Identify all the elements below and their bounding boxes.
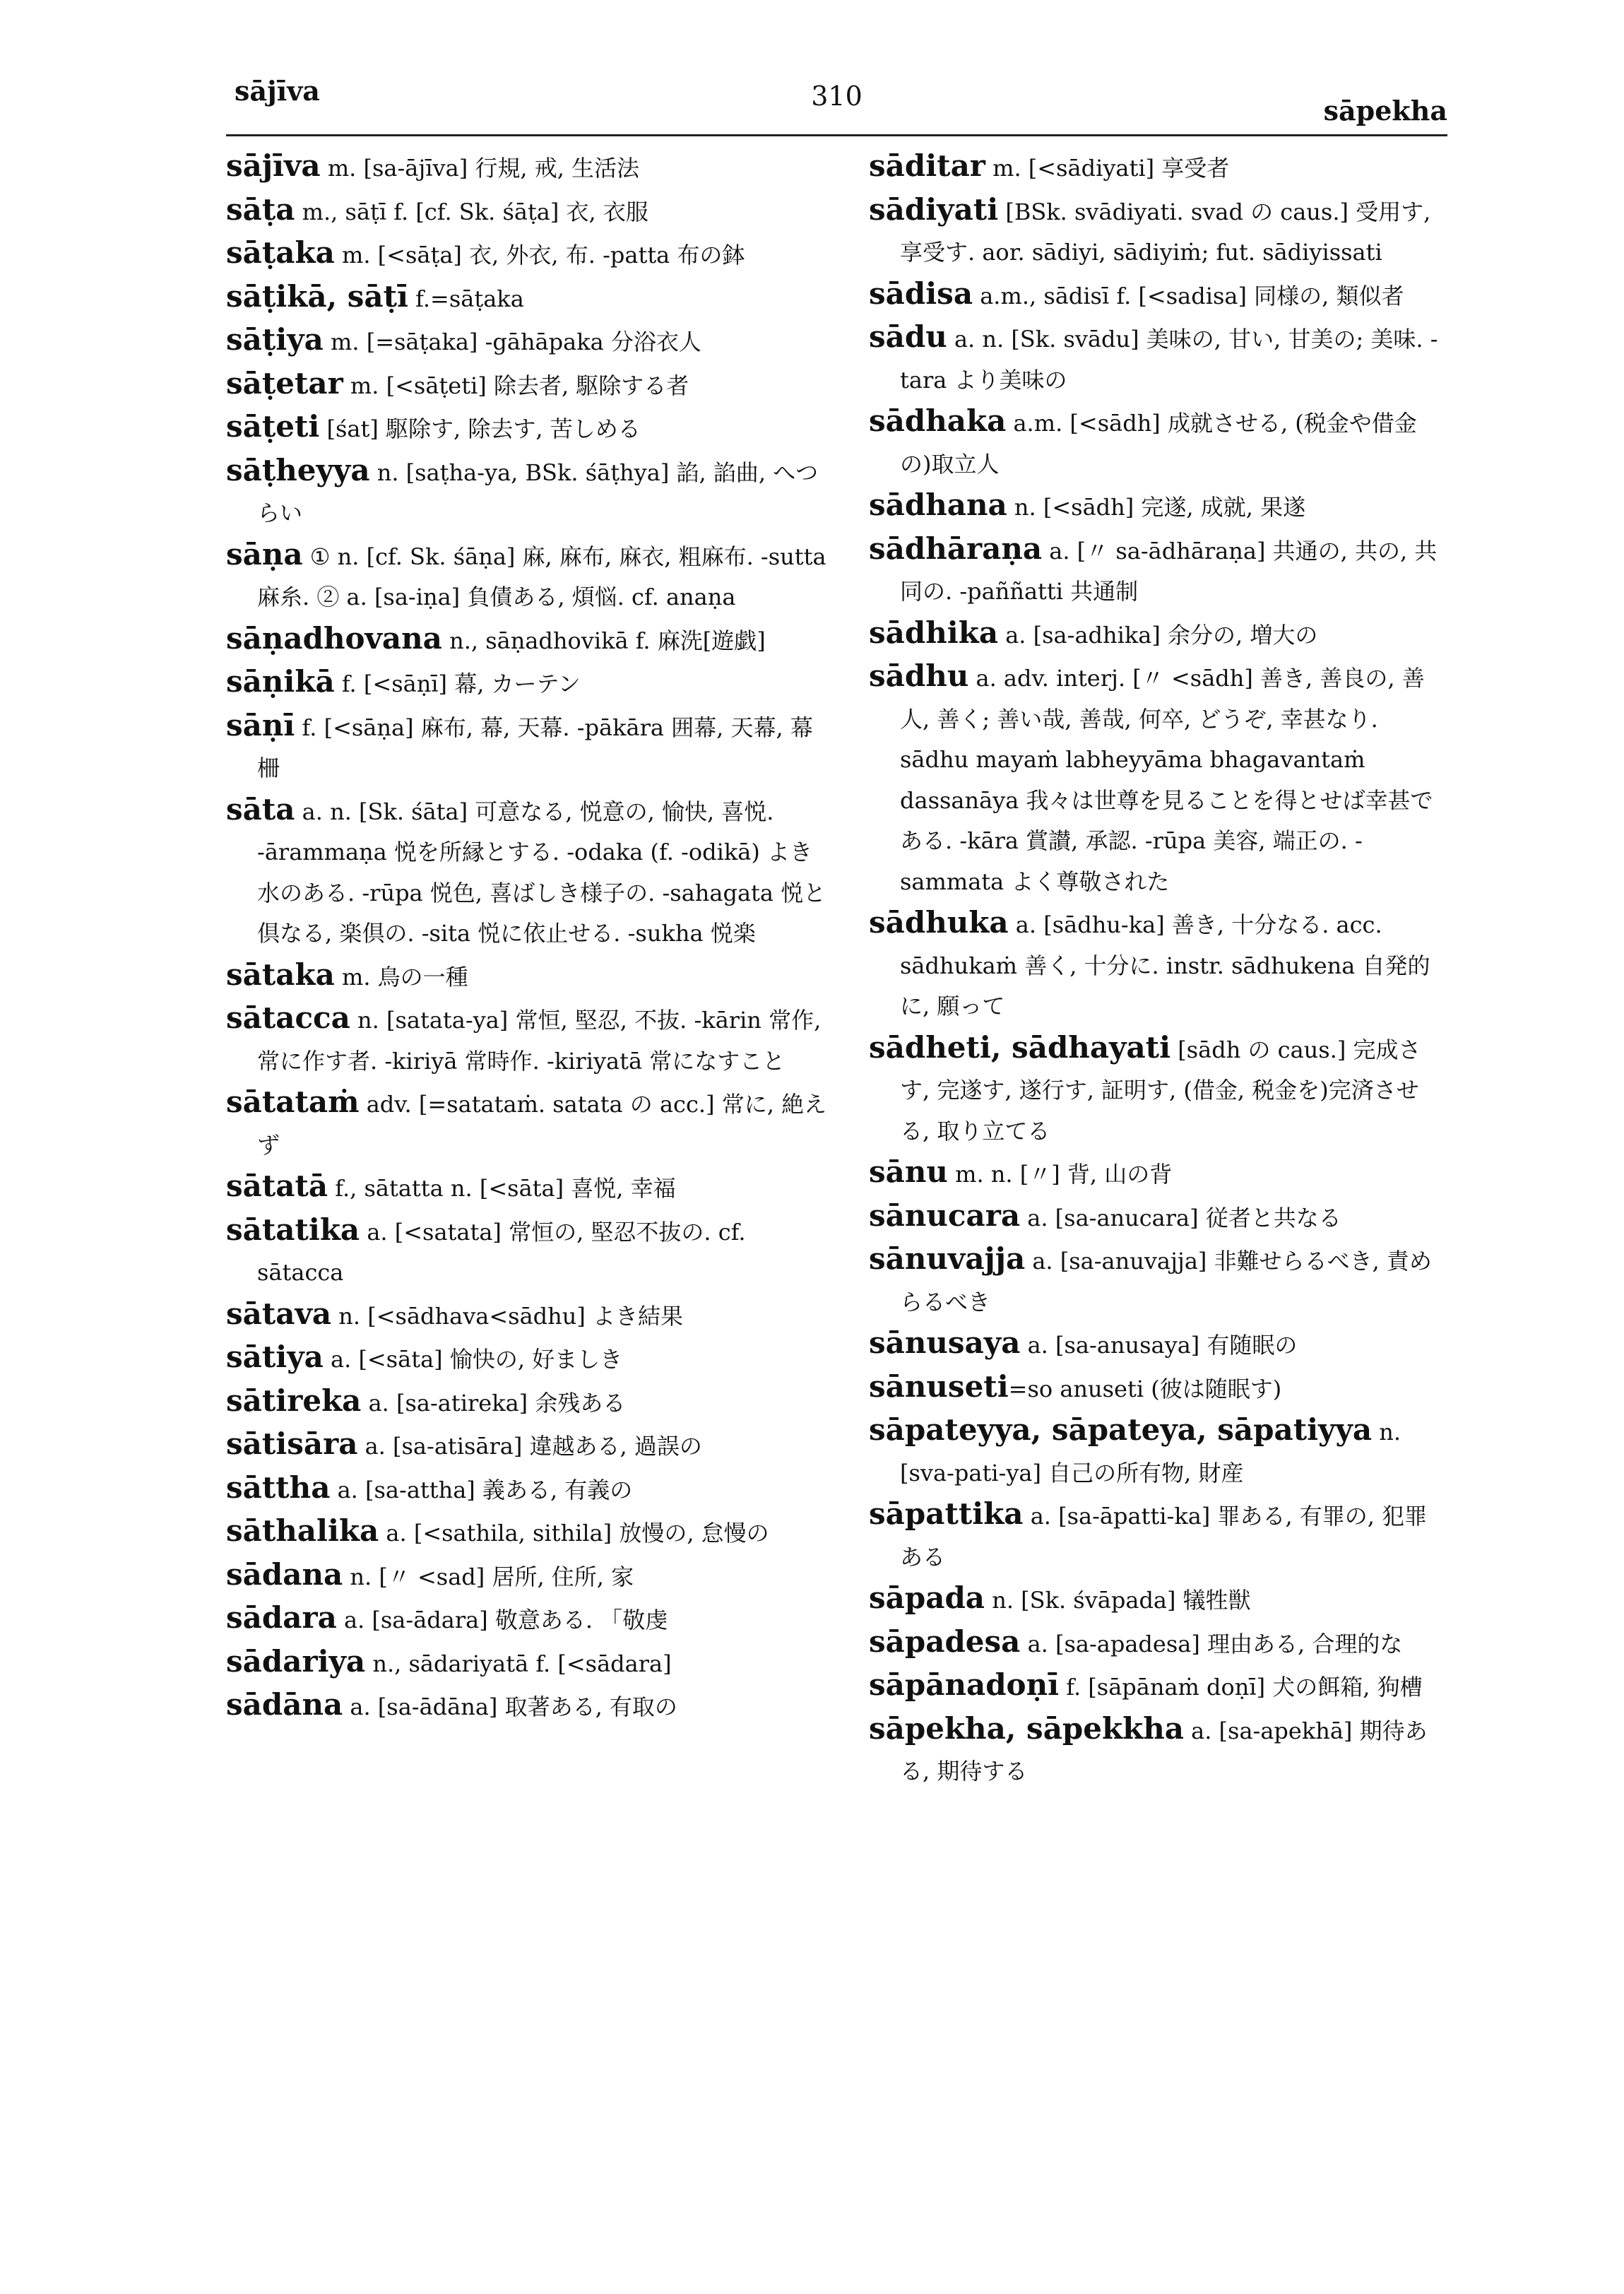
entry-headword: sādhika xyxy=(869,615,999,650)
entry-definition: a. adv. interj. [〃 <sādh] 善き, 善良の, 善人, 善く; 善い哉, 善哉, 何卒, どうぞ, 幸甚なり. sādhu mayaṁ labheyyāma bhagavantaṁ dassanāya 我々は世尊を見ることを得とせば幸甚である. -kāra 賞讃, 承認. -rūpa 美容, 端正の. -sammata よく尊敬された xyxy=(900,665,1433,895)
entry-headword: sāta xyxy=(226,791,295,827)
dictionary-entry xyxy=(869,528,1448,613)
entry-definition: f., sātatta n. [<sāta] 喜悦, 幸福 xyxy=(328,1175,676,1202)
entry-headword: sāthalika xyxy=(226,1513,379,1548)
entry-headword: sādhāraṇa xyxy=(869,531,1043,566)
dictionary-entry xyxy=(869,189,1448,273)
entry-definition: a. [sādhu-ka] 善き, 十分なる. acc. sādhukaṁ 善く, 十分に. instr. sādhukena 自発的に, 願って xyxy=(900,911,1430,1019)
right-running-headword: sāpekha xyxy=(1323,95,1447,126)
page-number: 310 xyxy=(811,81,863,112)
dictionary-entry xyxy=(226,1337,834,1380)
entry-definition: a. [sa-anuvajja] 非難せらるべき, 責めらるべき xyxy=(900,1248,1432,1315)
entry-definition: m. 鳥の一種 xyxy=(334,963,468,991)
dictionary-entry xyxy=(226,146,834,189)
dictionary-entry xyxy=(869,1708,1448,1792)
dictionary-entry xyxy=(226,450,834,534)
dictionary-entry xyxy=(226,1684,834,1728)
dictionary-entry xyxy=(869,1152,1448,1195)
entry-definition: a. [sa-attha] 義ある, 有義の xyxy=(330,1476,633,1503)
entry-headword: sādiyati xyxy=(869,191,999,227)
entry-definition: n. [〃 <sad] 居所, 住所, 家 xyxy=(343,1563,634,1590)
dictionary-entry xyxy=(226,276,834,320)
dictionary-entry xyxy=(869,1366,1448,1410)
entry-definition: a. [〃 sa-ādhāraṇa] 共通の, 共の, 共同の. -paññatti 共通制 xyxy=(900,537,1438,605)
entry-definition: a. [sa-apekhā] 期待ある, 期待する xyxy=(900,1717,1428,1785)
entry-definition: n. [<sādh] 完遂, 成就, 果遂 xyxy=(1007,494,1306,521)
entry-definition: adv. [=satataṁ. satata の acc.] 常に, 絶えず xyxy=(257,1091,827,1159)
entry-definition: n., sādariyatā f. [<sādara] xyxy=(365,1650,672,1677)
entry-headword: sādhu xyxy=(869,658,969,693)
entry-headword: sāpattika xyxy=(869,1496,1024,1531)
entry-headword: sāṭeti xyxy=(226,409,320,444)
entry-headword: sādhaka xyxy=(869,403,1007,438)
dictionary-entry xyxy=(226,705,834,789)
entry-headword: sātireka xyxy=(226,1383,362,1418)
entry-definition: [sādh の caus.] 完成さす, 完遂す, 遂行す, 証明す, (借金, 税金を)完済させる, 取り立てる xyxy=(900,1036,1421,1145)
entry-definition: f. [sāpānaṁ doṇī] 犬の餌箱, 狗槽 xyxy=(1059,1674,1423,1701)
dictionary-entry xyxy=(869,1238,1448,1323)
dictionary-entry xyxy=(226,1467,834,1511)
dictionary-entry xyxy=(226,319,834,363)
entry-headword: sādisa xyxy=(869,276,973,311)
dictionary-entry xyxy=(869,1409,1448,1494)
entry-headword: sāpateyya, sāpateya, sāpatiyya xyxy=(869,1412,1373,1447)
entry-headword: sātisāra xyxy=(226,1426,358,1461)
entry-headword: sāṇikā xyxy=(226,664,335,699)
dictionary-entry xyxy=(226,618,834,662)
entry-definition: a. [sa-ādara] 敬意ある. 「敬虔 xyxy=(336,1607,668,1633)
dictionary-entry xyxy=(226,189,834,233)
entry-definition: a. n. [Sk. śāta] 可意なる, 悦意の, 愉快, 喜悦. -ārammaṇa 悦を所縁とする. -odaka (f. -odikā) よき水のある. -rūpa 悦色, 喜ばしき様子の. -sahagata 悦と倶なる, 楽倶の. -sita 悦に依止せる. -sukha 悦楽 xyxy=(257,798,826,947)
entry-definition: a. [sa-anusaya] 有随眠の xyxy=(1020,1332,1298,1359)
entry-definition: a. [sa-atireka] 余残ある xyxy=(361,1389,626,1417)
entry-headword: sādu xyxy=(869,319,947,354)
dictionary-entry xyxy=(869,613,1448,656)
entry-headword: sādhuka xyxy=(869,905,1009,940)
entry-headword: sāṇa xyxy=(226,536,303,572)
entry-headword: sātatika xyxy=(226,1212,360,1247)
entry-headword: sāttha xyxy=(226,1470,331,1505)
dictionary-entry xyxy=(869,1578,1448,1621)
entry-headword: sādhana xyxy=(869,487,1007,522)
entry-definition: a. [<sathila, sithila] 放慢の, 怠慢の xyxy=(379,1520,769,1547)
entry-definition: a.m. [<sādh] 成就させる, (税金や借金の)取立人 xyxy=(900,410,1417,478)
entry-definition: m. [sa-ājīva] 行規, 戒, 生活法 xyxy=(320,155,640,182)
dictionary-entry xyxy=(869,1195,1448,1239)
entry-definition: a.m., sādisī f. [<sadisa] 同様の, 類似者 xyxy=(973,282,1404,309)
entry-headword: sātataṁ xyxy=(226,1084,360,1119)
dictionary-entry xyxy=(226,954,834,998)
dictionary-entry xyxy=(226,661,834,705)
entry-definition: a. [sa-anucara] 従者と共なる xyxy=(1020,1204,1341,1231)
entry-definition: [BSk. svādiyati. svad の caus.] 受用す, 享受す. aor. sādiyi, sādiyiṁ; fut. sādiyissati xyxy=(900,198,1431,266)
entry-definition: a. [sa-adhika] 余分の, 増大の xyxy=(998,621,1318,649)
dictionary-entry xyxy=(869,1494,1448,1578)
entry-definition: a. [sa-āpatti-ka] 罪ある, 有罪の, 犯罪ある xyxy=(900,1503,1428,1571)
entry-definition: n., sāṇadhovikā f. 麻洗[遊戯] xyxy=(441,627,766,654)
entry-definition: f.=sāṭaka xyxy=(408,285,524,312)
dictionary-entry xyxy=(869,1323,1448,1366)
entry-definition: m. n. [〃] 背, 山の背 xyxy=(947,1161,1173,1188)
dictionary-entry xyxy=(226,1380,834,1424)
entry-definition: =so anuseti (彼は随眠す) xyxy=(1008,1375,1282,1402)
entry-headword: sādāna xyxy=(226,1687,343,1722)
entry-headword: sāṭaka xyxy=(226,235,335,270)
dictionary-entry xyxy=(869,146,1448,189)
dictionary-entry xyxy=(869,1665,1448,1708)
dictionary-entry xyxy=(226,1554,834,1598)
header-rule xyxy=(226,134,1447,136)
entry-headword: sāpekha, sāpekkha xyxy=(869,1710,1184,1746)
entry-definition: m. [=sāṭaka] -gāhāpaka 分浴衣人 xyxy=(323,329,701,355)
entry-headword: sātiya xyxy=(226,1340,324,1374)
dictionary-entry xyxy=(869,1621,1448,1665)
entry-headword: sādheti, sādhayati xyxy=(869,1029,1171,1065)
entry-headword: sāṭa xyxy=(226,191,295,227)
dictionary-entry xyxy=(226,1597,834,1641)
right-column xyxy=(869,146,1448,1792)
entry-headword: sātatā xyxy=(226,1169,328,1203)
dictionary-entry xyxy=(869,485,1448,528)
dictionary-entry xyxy=(226,789,834,954)
entry-definition: n. [<sādhava<sādhu] よき結果 xyxy=(331,1302,684,1330)
entry-definition: ① n. [cf. Sk. śāṇa] 麻, 麻布, 麻衣, 粗麻布. -sutta 麻糸. ② a. [sa-iṇa] 負債ある, 煩悩. cf. anaṇa xyxy=(257,543,826,610)
entry-headword: sāṭheyya xyxy=(226,452,370,487)
entry-definition: a. n. [Sk. svādu] 美味の, 甘い, 甘美の; 美味. -tara より美味の xyxy=(900,326,1438,394)
entry-headword: sāpadesa xyxy=(869,1624,1021,1659)
page-header xyxy=(226,71,1447,134)
entry-headword: sāditar xyxy=(869,148,985,183)
entry-headword: sāṭikā, sāṭī xyxy=(226,278,408,314)
dictionary-entry xyxy=(869,401,1448,485)
dictionary-entry xyxy=(226,1641,834,1685)
entry-headword: sānu xyxy=(869,1154,948,1189)
entry-headword: sātava xyxy=(226,1296,332,1331)
entry-headword: sāpada xyxy=(869,1580,985,1615)
dictionary-entry xyxy=(869,656,1448,902)
dictionary-entry xyxy=(226,998,834,1082)
dictionary-entry xyxy=(226,1510,834,1554)
entry-headword: sātacca xyxy=(226,1000,350,1035)
entry-definition: n. [satata-ya] 常恒, 堅忍, 不抜. -kārin 常作, 常に作す者. -kiriyā 常時作. -kiriyatā 常になすこと xyxy=(257,1007,822,1075)
entry-headword: sāṭetar xyxy=(226,365,343,401)
entry-definition: m. [<sāṭeti] 除去者, 駆除する者 xyxy=(343,372,689,399)
entry-definition: a. [sa-atisāra] 違越ある, 過誤の xyxy=(357,1433,702,1460)
dictionary-entry xyxy=(869,1027,1448,1152)
dictionary-entry xyxy=(226,534,834,618)
dictionary-entry xyxy=(869,317,1448,401)
entry-definition: f. [<sāṇa] 麻布, 幕, 天幕. -pākāra 囲幕, 天幕, 幕柵 xyxy=(257,714,813,781)
dictionary-entry xyxy=(226,1082,834,1166)
entry-headword: sātaka xyxy=(226,957,335,992)
entry-definition: n. [saṭha-ya, BSk. śāṭhya] 諂, 諂曲, へつらい xyxy=(257,459,819,526)
dictionary-entry xyxy=(226,232,834,276)
dictionary-entry xyxy=(869,273,1448,317)
dictionary-entry xyxy=(226,363,834,407)
dictionary-entry xyxy=(226,1294,834,1337)
entry-definition: a. [sa-apadesa] 理由ある, 合理的な xyxy=(1020,1630,1403,1657)
dictionary-entry xyxy=(226,1166,834,1210)
entry-definition: [śat] 駆除す, 除去す, 苦しめる xyxy=(319,415,641,442)
left-column xyxy=(226,146,834,1728)
entry-headword: sānuvajja xyxy=(869,1241,1026,1276)
entry-headword: sādara xyxy=(226,1600,337,1635)
entry-definition: n. [Sk. śvāpada] 犠牲獣 xyxy=(985,1587,1251,1614)
entry-headword: sādariya xyxy=(226,1643,366,1679)
entry-headword: sāpānadoṇī xyxy=(869,1667,1060,1702)
entry-definition: a. [<satata] 常恒の, 堅忍不抜の. cf. sātacca xyxy=(257,1218,746,1286)
entry-definition: a. [<sāta] 愉快の, 好ましき xyxy=(323,1346,623,1373)
entry-headword: sānusaya xyxy=(869,1325,1021,1360)
entry-headword: sānucara xyxy=(869,1198,1021,1233)
entry-definition: m. [<sāṭa] 衣, 外衣, 布. -patta 布の鉢 xyxy=(334,242,745,268)
entry-headword: sāṇadhovana xyxy=(226,620,442,656)
entry-headword: sāṇī xyxy=(226,707,295,743)
dictionary-entry xyxy=(226,1210,834,1294)
entry-headword: sāṭiya xyxy=(226,322,324,357)
entry-headword: sājīva xyxy=(226,148,321,183)
entry-headword: sādana xyxy=(226,1556,343,1592)
dictionary-entry xyxy=(226,406,834,450)
entry-definition: m., sāṭī f. [cf. Sk. śāṭa] 衣, 衣服 xyxy=(295,198,648,225)
entry-headword: sānuseti xyxy=(869,1368,1009,1404)
entry-definition: f. [<sāṇī] 幕, カーテン xyxy=(334,670,581,697)
entry-definition: m. [<sādiyati] 享受者 xyxy=(985,155,1230,182)
entry-definition: n. [sva-pati-ya] 自己の所有物, 財産 xyxy=(900,1419,1401,1486)
left-running-headword: sājīva xyxy=(235,75,320,107)
dictionary-entry xyxy=(869,902,1448,1027)
entry-definition: a. [sa-ādāna] 取著ある, 有取の xyxy=(343,1693,677,1720)
dictionary-entry xyxy=(226,1424,834,1467)
